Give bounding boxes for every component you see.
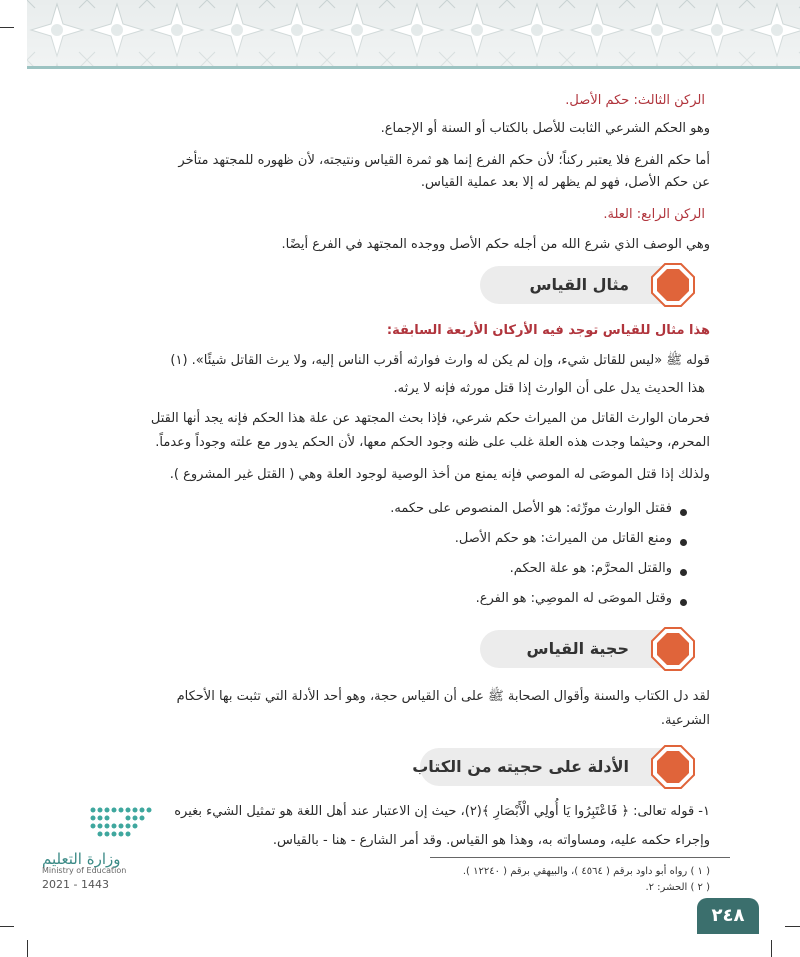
- bullet-item: وقتل الموصَى له الموصِي: هو الفرع.: [475, 591, 672, 606]
- bullet-dot: [680, 569, 687, 576]
- header-banner: [27, 0, 800, 69]
- page-number: ٢٤٨: [697, 898, 759, 934]
- paragraph-line: وهي الوصف الذي شرع الله من أجله حكم الأصل ووجده المجتهد في الفرع أيضًا.: [281, 237, 710, 252]
- paragraph-line: ١- قوله تعالى: ﴿ فَاعْتَبِرُوا يَا أُولِي الْأَبْصَارِ ﴾(٢)، حيث إن الاعتبار عند أهل اللغة هو تمثيل الشيء بغيره: [174, 804, 710, 819]
- paragraph-line: لقد دل الكتاب والسنة وأقوال الصحابة ﷺ على أن القياس حجة، وهو أحد الأدلة التي تثبت بها الأحكام: [176, 689, 710, 704]
- ministry-name-arabic: وزارة التعليم: [42, 850, 121, 868]
- section-title: حجية القياس: [526, 639, 629, 658]
- octagon-icon: [650, 262, 696, 308]
- footnote-1: ( ١ ) رواه أبو داود برقم ( ٤٥٦٤ )، والبيهقي برقم ( ١٢٢٤٠ ).: [462, 866, 710, 877]
- bullet-dot: [680, 509, 687, 516]
- bullet-dot: [680, 539, 687, 546]
- ministry-year: 2021 - 1443: [42, 878, 109, 891]
- paragraph-line: المحرم، وحيثما وجدت هذه العلة غلب على ظنه وجود الحكم معها، لأن الحكم يدور مع علته وجوداً وعدماً.: [155, 435, 710, 450]
- bullet-item: والقتل المحرَّم: هو علة الحكم.: [509, 561, 672, 576]
- crop-mark: [771, 940, 772, 957]
- paragraph-line: أما حكم الفرع فلا يعتبر ركناً؛ لأن حكم الفرع إنما هو ثمرة القياس ونتيجته، لأن ظهوره للمجتهد متأخر: [178, 153, 710, 168]
- geometric-pattern: [27, 0, 800, 66]
- paragraph-line: الشرعية.: [660, 713, 710, 728]
- heading-rukn-4: الركن الرابع: العلة.: [603, 207, 705, 222]
- ministry-name-english: Ministry of Education: [42, 866, 127, 875]
- heading-rukn-3: الركن الثالث: حكم الأصل.: [565, 93, 705, 108]
- paragraph-line: ولذلك إذا قتل الموصَى له الموصي فإنه يمنع من أخذ الوصية لوجود العلة وهي ( القتل غير المشروع ).: [169, 467, 710, 482]
- hadith-line: قوله ﷺ «ليس للقاتل شيء، وإن لم يكن له وارث فوارثه أقرب الناس إليه، ولا يرث القاتل شيئًا». (١): [170, 353, 710, 368]
- paragraph-line: وهو الحكم الشرعي الثابت للأصل بالكتاب أو السنة أو الإجماع.: [380, 121, 710, 136]
- bullet-item: ومنع القاتل من الميراث: هو حكم الأصل.: [454, 531, 672, 546]
- crop-mark: [0, 926, 14, 927]
- paragraph-line: فحرمان الوارث القاتل من الميراث حكم شرعي، فإذا بحث المجتهد عن علة هذا الحكم فإنه يجد أنها القتل: [150, 411, 710, 426]
- crop-mark: [0, 27, 14, 28]
- crop-mark: [27, 940, 28, 957]
- paragraph-line: عن حكم الأصل، فهو لم يظهر له إلا بعد عملية القياس.: [420, 175, 710, 190]
- example-intro: هذا مثال للقياس توجد فيه الأركان الأربعة السابقة:: [386, 323, 710, 338]
- octagon-icon: [650, 744, 696, 790]
- section-heading-evidence: [412, 748, 685, 786]
- octagon-icon: [650, 626, 696, 672]
- section-title: مثال القياس: [529, 275, 629, 294]
- footnote-2: ( ٢ ) الحشر: ٢.: [645, 882, 710, 893]
- paragraph-line: هذا الحديث يدل على أن الوارث إذا قتل مورثه فإنه لا يرثه.: [393, 381, 705, 396]
- bullet-dot: [680, 599, 687, 606]
- ministry-logo-icon: [88, 804, 158, 840]
- bullet-item: فقتل الوارث مورِّثه: هو الأصل المنصوص على حكمه.: [390, 501, 672, 516]
- section-title: الأدلة على حجيته من الكتاب: [412, 757, 629, 776]
- footnote-divider: [430, 857, 730, 858]
- crop-mark: [785, 926, 800, 927]
- paragraph-line: وإجراء حكمه عليه، ومساواته به، وهذا هو القياس. وقد أمر الشارع - هنا - بالقياس.: [272, 833, 710, 848]
